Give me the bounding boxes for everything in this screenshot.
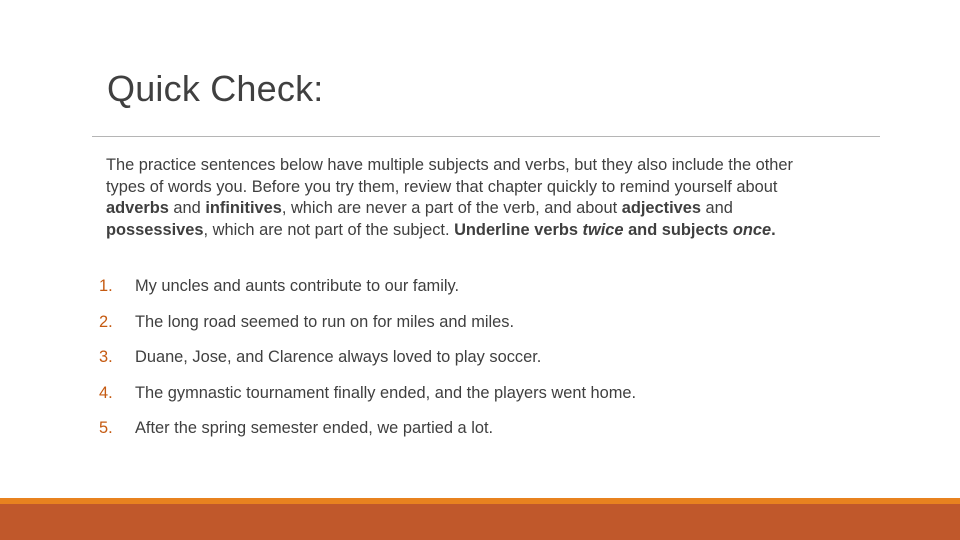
item-number: 5. [99, 419, 113, 437]
instruction-once: once [732, 220, 772, 239]
item-number: 2. [99, 312, 113, 331]
item-text: My uncles and aunts contribute to our family. [135, 277, 460, 295]
intro-text-2: and [168, 199, 206, 218]
intro-text-1: The practice sentences below have multiple subjects and verbs, but they also include the other types of words you. Before you try them, review that chapter quickly to remind yourself about [106, 156, 793, 196]
item-number: 1. [99, 277, 113, 295]
list-item [99, 313, 636, 349]
list-item [99, 384, 636, 420]
item-text: Duane, Jose, and Clarence always loved to play soccer. [135, 348, 542, 366]
list-item [99, 277, 636, 313]
instruction-and-subjects: and subjects [623, 220, 733, 239]
list-item [99, 348, 636, 384]
intro-text-5: , which are not part of the subject. [203, 220, 455, 239]
intro-text-4: and [701, 199, 733, 218]
instruction-underline-verbs: Underline verbs [454, 220, 583, 239]
footer-bar [0, 504, 960, 540]
intro-text-3: , which are never a part of the verb, and about [281, 199, 622, 218]
term-adjectives: adjectives [621, 199, 701, 218]
intro-paragraph [106, 155, 826, 241]
list-item [99, 419, 636, 455]
item-text: The long road seemed to run on for miles and miles. [135, 312, 515, 331]
item-text: After the spring semester ended, we partied a lot. [135, 419, 494, 437]
slide-title: Quick Check: [107, 68, 324, 109]
instruction-period: . [771, 220, 776, 239]
practice-sentence-list [99, 277, 636, 455]
title-divider [92, 136, 880, 137]
term-adverbs: adverbs [106, 199, 169, 218]
item-number: 3. [99, 348, 113, 366]
term-possessives: possessives [106, 220, 204, 239]
item-text: The gymnastic tournament finally ended, and the players went home. [135, 383, 637, 402]
term-infinitives: infinitives [205, 199, 282, 218]
item-number: 4. [99, 383, 113, 402]
instruction-twice: twice [582, 220, 624, 239]
